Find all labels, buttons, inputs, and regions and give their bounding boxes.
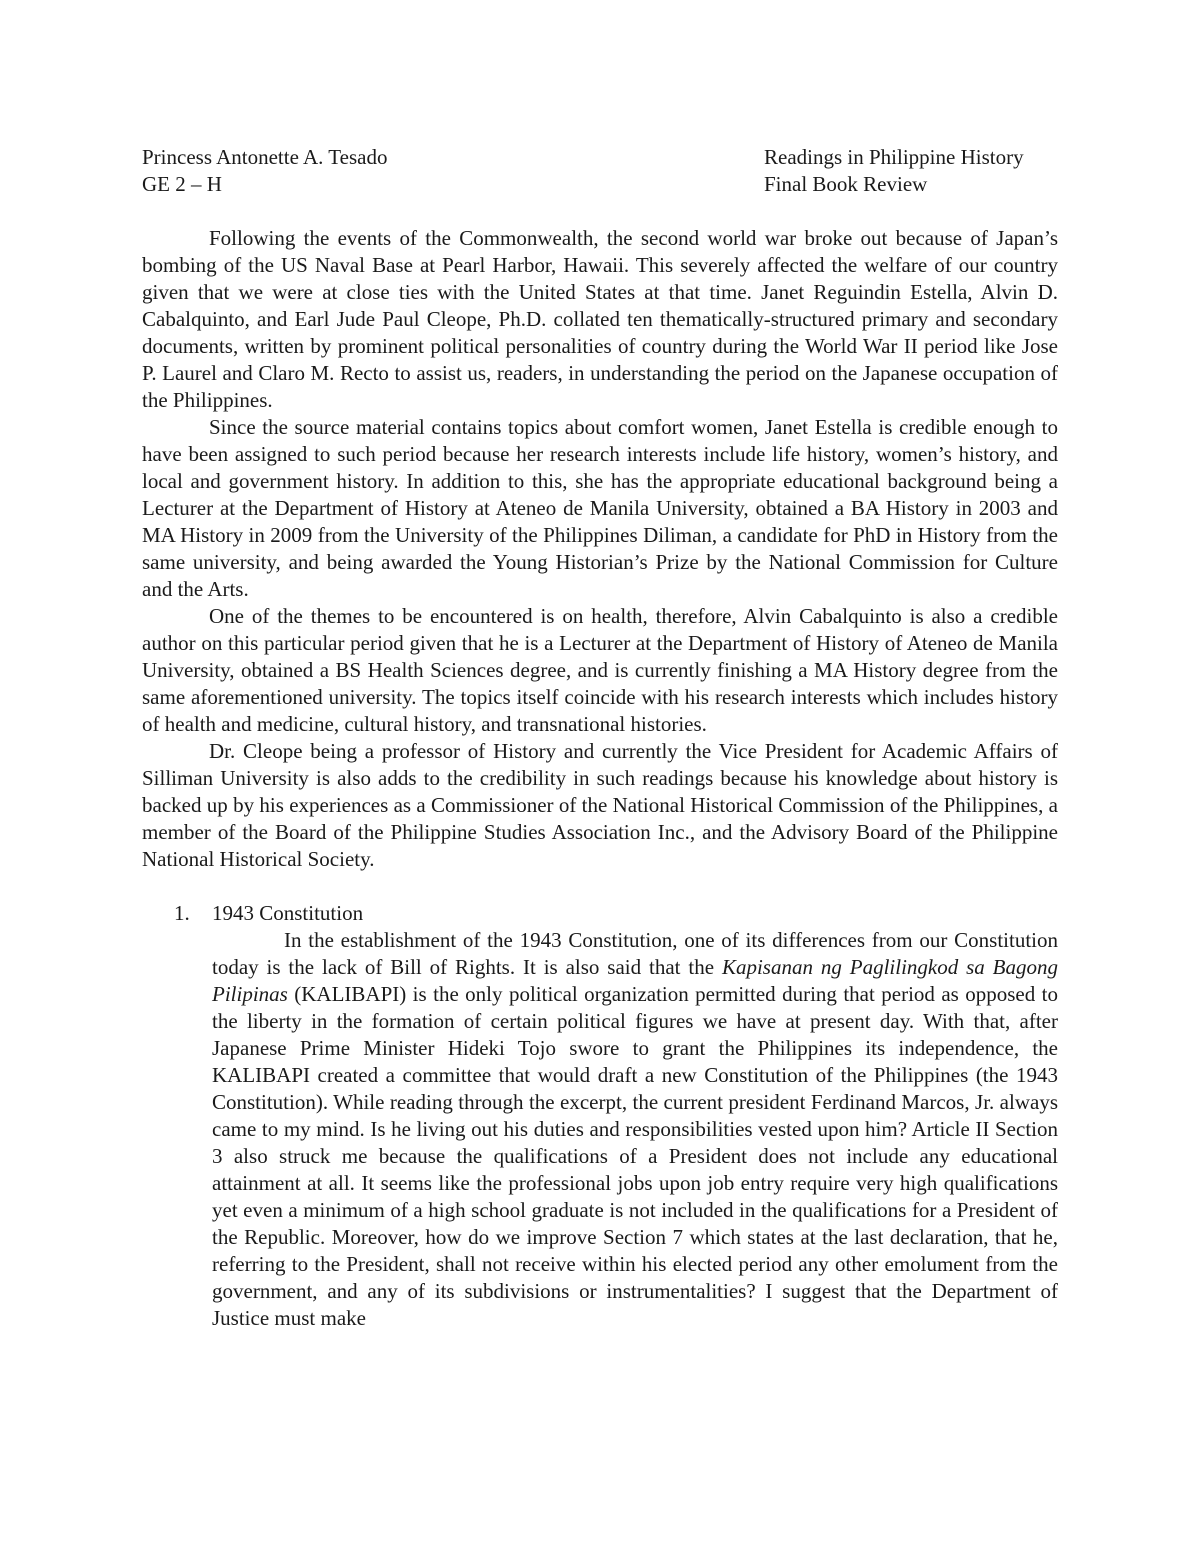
paragraph-cleope: Dr. Cleope being a professor of History and currently the Vice President for Academic Affairs of Silliman University is also adds to the credibility in such readings because his knowledge about history is backed up by his experiences as a Commissioner of the National Historical Commission of the Philippines, a member of the Board of the Philippine Studies Association Inc., and the Advisory Board of the Philippine National Historical Society. bbox=[142, 739, 1058, 871]
course-title: Readings in Philippine History bbox=[764, 145, 1024, 169]
document-body bbox=[142, 225, 1058, 1332]
header-row-2 bbox=[142, 171, 1058, 198]
section-text-part-b: (KALIBAPI) is the only political organization permitted during that period as opposed to the liberty in the formation of certain political figures we have at present day. With that, after Japanese Prime Minister Hideki Tojo swore to grant the Philippines its independence, the KALIBAPI created a committee that would draft a new Constitution of the Philippines (the 1943 Constitution). While reading through the excerpt, the current president Ferdinand Marcos, Jr. always came to my mind. Is he living out his duties and responsibilities vested upon him? Article II Section 3 also struck me because the qualifications of a President does not include any educational attainment at all. It seems like the professional jobs upon job entry require very high qualifications yet even a minimum of a high school graduate is not included in the qualifications for a President of the Republic. Moreover, how do we improve Section 7 which states at the last declaration, that he, referring to the President, shall not receive within his elected period any other emolument from the government, and any of its subdivisions or instrumentalities? I suggest that the Department of Justice must make bbox=[212, 982, 1058, 1330]
kalibapi-term: Kapisanan ng Paglilingkod sa Bagong Pilipinas bbox=[212, 955, 1059, 1006]
paragraph-estella: Since the source material contains topics about comfort women, Janet Estella is credible enough to have been assigned to such period because her research interests include life history, women’s history, and local and government history. In addition to this, she has the appropriate educational background being a Lecturer at the Department of History at Ateneo de Manila University, obtained a BA History in 2003 and MA History in 2009 from the University of the Philippines Diliman, a candidate for PhD in History from the same university, and being awarded the Young Historian’s Prize by the National Commission for Culture and the Arts. bbox=[142, 415, 1058, 601]
paragraph-intro: Following the events of the Commonwealth, the second world war broke out because of Japan’s bombing of the US Naval Base at Pearl Harbor, Hawaii. This severely affected the welfare of our country given that we were at close ties with the United States at that time. Janet Reguindin Estella, Alvin D. Cabalquinto, and Earl Jude Paul Cleope, Ph.D. collated ten thematically-structured primary and secondary documents, written by prominent political personalities of country during the World War II period like Jose P. Laurel and Claro M. Recto to assist us, readers, in understanding the period on the Japanese occupation of the Philippines. bbox=[142, 226, 1058, 412]
paragraph-cabalquinto: One of the themes to be encountered is on health, therefore, Alvin Cabalquinto is also a credible author on this particular period given that he is a Lecturer at the Department of History of Ateneo de Manila University, obtained a BS Health Sciences degree, and is currently finishing a MA History degree from the same aforementioned university. The topics itself coincide with his research interests which includes history of health and medicine, cultural history, and transnational histories. bbox=[142, 604, 1058, 736]
section-paragraph bbox=[212, 927, 1058, 1332]
document-header bbox=[142, 144, 1058, 198]
section-number: 1. bbox=[174, 901, 190, 925]
assignment-title: Final Book Review bbox=[764, 172, 928, 196]
section-content bbox=[212, 900, 1058, 1332]
author-name: Princess Antonette A. Tesado bbox=[142, 145, 388, 169]
section-1943-constitution bbox=[142, 900, 1058, 1332]
header-row-1 bbox=[142, 144, 1058, 171]
section-text-part-a: In the establishment of the 1943 Constitution, one of its differences from our Constitution today is the lack of Bill of Rights. It is also said that the bbox=[212, 928, 1058, 979]
section-heading: 1943 Constitution bbox=[212, 901, 364, 925]
class-section: GE 2 – H bbox=[142, 172, 222, 196]
